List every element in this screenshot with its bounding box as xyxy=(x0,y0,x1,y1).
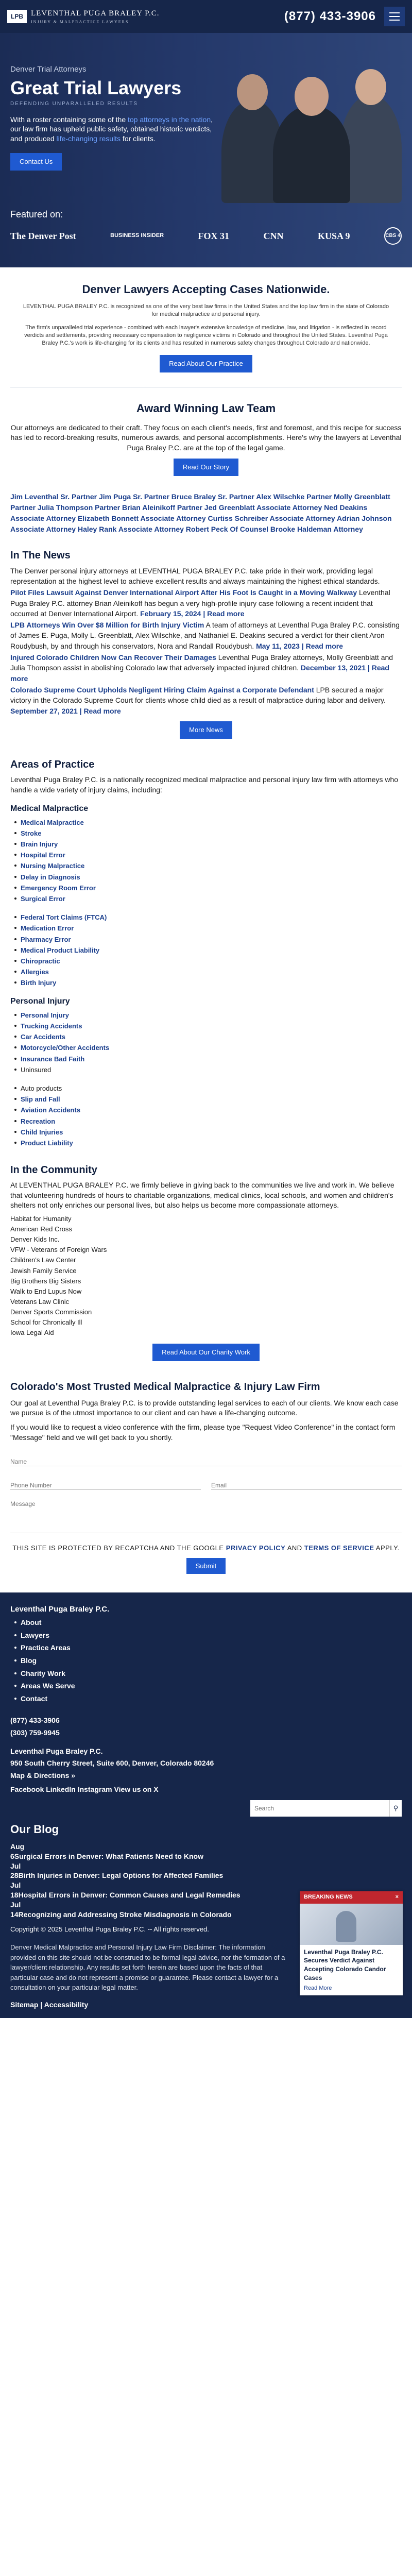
team-list[interactable]: Jim Leventhal Sr. Partner Jim Puga Sr. Partner Bruce Braley Sr. Partner Alex Wilschke Partner Molly Greenblatt Partner Julia Thompson Partner Brian Aleinikoff Partner Jed Greenblatt Associate Attorney Ned Deakins Associate Attorney Elizabeth Bonnett Associate Attorney Curtiss Schreiber Associate Attorney Adrian Johnson Associate Attorney Haley Rank Associate Attorney Robert Peck Of Counsel Brooke Haldeman Attorney xyxy=(10,492,392,533)
practice-title: Areas of Practice xyxy=(10,759,95,771)
fox31-logo: FOX 31 xyxy=(198,230,230,241)
submit-button[interactable]: Submit xyxy=(186,1558,226,1574)
footer-nav-blog[interactable]: Blog xyxy=(21,1656,402,1666)
recaptcha-notice: THIS SITE IS PROTECTED BY RECAPTCHA AND THE GOOGLE PRIVACY POLICY AND TERMS OF SERVICE APPLY. xyxy=(12,1544,400,1552)
site-footer xyxy=(0,1592,412,2018)
list-item[interactable]: Car Accidents xyxy=(21,1032,402,1042)
footer-nav-charity[interactable]: Charity Work xyxy=(21,1669,402,1679)
malpractice-heading: Medical Malpractice xyxy=(10,804,89,814)
denver-post-logo: The Denver Post xyxy=(10,230,76,241)
list-item: Walk to End Lupus Now xyxy=(10,1287,82,1295)
social-links[interactable]: Facebook LinkedIn Instagram View us on X xyxy=(10,1785,159,1794)
footer-phone-1[interactable]: (877) 433-3906 xyxy=(10,1716,60,1725)
list-item: Veterans Law Clinic xyxy=(10,1297,70,1306)
news-item[interactable]: Pilot Files Lawsuit Against Denver International Airport After His Foot Is Caught in a Moving Walkway Leventhal Puga Braley P.C. attorney Brian Aleinikoff has begun a very high-profile injury case following a recent incident that occurred at Denver International Airport. February 15, 2024 | Read more xyxy=(10,588,390,618)
list-item[interactable]: Recreation xyxy=(21,1117,402,1126)
footer-search-input[interactable] xyxy=(250,1800,389,1817)
footer-firm-name: Leventhal Puga Braley P.C. xyxy=(10,1605,110,1614)
charity-list xyxy=(10,1214,402,1338)
phone-field[interactable] xyxy=(10,1472,201,1490)
list-item: School for Chronically Ill xyxy=(10,1318,82,1327)
list-item[interactable]: Child Injuries xyxy=(21,1128,402,1137)
list-item: Uninsured xyxy=(21,1065,402,1075)
close-icon[interactable]: × xyxy=(395,1894,399,1901)
footer-nav xyxy=(10,1618,402,1704)
list-item: Jewish Family Service xyxy=(10,1266,77,1275)
footer-address: 950 South Cherry Street, Suite 600, Denver, Colorado 80246 xyxy=(10,1759,214,1768)
map-directions-link[interactable]: Map & Directions » xyxy=(10,1771,76,1780)
accepting-paragraph-1: LEVENTHAL PUGA BRALEY P.C. is recognized as one of the very best law firms in the United States and the top law firm in the state of Colorado for medical malpractice and personal injury. xyxy=(23,303,389,318)
breaking-label: BREAKING NEWS xyxy=(304,1894,353,1901)
contact-text-1: Our goal at Leventhal Puga Braley P.C. is to provide outstanding legal services to each of our clients. We know each case we pursue is of the utmost importance to our client and can have a life-changing outcome. xyxy=(10,1398,399,1417)
logo-mark: LPB xyxy=(7,10,27,23)
hero-kicker: Denver Trial Attorneys xyxy=(10,65,87,74)
contact-text-2: If you would like to request a video conference with the firm, please type "Request Video Conference" in the contact form "Message" field and we will get back to you shortly. xyxy=(10,1422,396,1442)
award-title: Award Winning Law Team xyxy=(136,401,276,415)
community-title: In the Community xyxy=(10,1164,97,1176)
list-item[interactable]: Medical Malpractice xyxy=(21,818,402,827)
list-item: American Red Cross xyxy=(10,1225,72,1233)
copyright: Copyright © 2025 Leventhal Puga Braley P.C. -- All rights reserved. xyxy=(10,1925,209,1933)
list-item: Auto products xyxy=(21,1084,402,1093)
life-changing-results-link[interactable]: life-changing results xyxy=(56,134,121,143)
contact-title: Colorado's Most Trusted Medical Malpractice & Injury Law Firm xyxy=(10,1381,320,1393)
blog-item[interactable]: Jul 18Hospital Errors in Denver: Common Causes and Legal Remedies xyxy=(10,1881,241,1900)
logo-tagline: INJURY & MALPRACTICE LAWYERS xyxy=(31,19,129,24)
news-title: In The News xyxy=(10,549,71,561)
blog-title: Our Blog xyxy=(10,1823,59,1836)
contact-us-button[interactable]: Contact Us xyxy=(10,153,62,171)
name-field[interactable] xyxy=(10,1449,402,1466)
blog-item[interactable]: Jul 14Recognizing and Addressing Stroke Misdiagnosis in Colorado xyxy=(10,1901,232,1919)
list-item[interactable]: Federal Tort Claims (FTCA) xyxy=(21,913,402,922)
malpractice-list xyxy=(10,818,402,904)
list-item[interactable]: Hospital Error xyxy=(21,851,402,860)
community-section xyxy=(0,1155,412,1371)
header-phone-link[interactable]: (877) 433-3906 xyxy=(284,9,376,24)
list-item: Iowa Legal Aid xyxy=(10,1329,54,1337)
list-item: Denver Sports Commission xyxy=(10,1308,92,1316)
list-item[interactable]: Delay in Diagnosis xyxy=(21,873,402,882)
list-item[interactable]: Insurance Bad Faith xyxy=(21,1055,402,1064)
sitemap-accessibility-links[interactable]: Sitemap | Accessibility xyxy=(10,2000,89,2009)
community-text: At LEVENTHAL PUGA BRALEY P.C. we firmly believe in giving back to the communities we live and work in. We believe that volunteering hundreds of hours to charitable organizations, medical clinics, local schools, and women and children's shelters not only enriches our personal lives, but also helps us become more compassionate attorneys. xyxy=(10,1181,394,1210)
list-item[interactable]: Medication Error xyxy=(21,924,402,933)
email-field[interactable] xyxy=(211,1472,402,1490)
logo-name: LEVENTHAL PUGA BRALEY xyxy=(31,9,143,18)
menu-icon[interactable] xyxy=(384,7,405,26)
read-about-practice-button[interactable]: Read About Our Practice xyxy=(160,355,252,372)
hero-title: Great Trial Lawyers xyxy=(10,77,182,98)
personal-injury-heading: Personal Injury xyxy=(10,997,70,1006)
footer-nav-lawyers[interactable]: Lawyers xyxy=(21,1631,402,1641)
list-item[interactable]: Aviation Accidents xyxy=(21,1106,402,1115)
top-attorneys-link[interactable]: top attorneys in the nation xyxy=(128,115,211,124)
practice-section xyxy=(0,749,412,1155)
hero-section xyxy=(0,33,412,267)
search-icon[interactable]: ⚲ xyxy=(389,1800,402,1817)
list-item[interactable]: Emergency Room Error xyxy=(21,884,402,893)
accepting-paragraph-2: The firm's unparalleled trial experience - combined with each lawyer's extensive knowledge of medicine, law, and litigation - is reflected in record verdicts and settlements, providing necessary compensation to negligence victims in Colorado and throughout the United States. Leventhal Puga Braley P.C.'s work is life-changing for its clients and has resulted in numerous safety changes throughout Colorado and nationwide. xyxy=(24,324,388,347)
featured-label: Featured on: xyxy=(10,209,63,219)
list-item[interactable]: Chiropractic xyxy=(21,957,402,966)
list-item[interactable]: Motorcycle/Other Accidents xyxy=(21,1043,402,1053)
news-item[interactable]: Injured Colorado Children Now Can Recover Their Damages Leventhal Puga Braley attorneys, Molly Greenblatt and Julia Thompson assist in abolishing Colorado law that adversely impacted injured children. December 13, 2021 | Read more xyxy=(10,653,393,683)
news-section xyxy=(0,540,412,749)
list-item[interactable]: Trucking Accidents xyxy=(21,1022,402,1031)
footer-phone-2[interactable]: (303) 759-9945 xyxy=(10,1728,60,1737)
list-item[interactable]: Slip and Fall xyxy=(21,1095,402,1104)
charity-work-button[interactable]: Read About Our Charity Work xyxy=(152,1344,260,1361)
terms-link[interactable]: TERMS OF SERVICE xyxy=(304,1544,374,1552)
lawyers-photo xyxy=(211,69,407,203)
logo-suffix: P.C. xyxy=(145,9,160,18)
site-logo[interactable] xyxy=(7,8,159,25)
featured-on xyxy=(10,208,402,245)
list-item[interactable]: Stroke xyxy=(21,829,402,838)
news-item[interactable]: LPB Attorneys Win Over $8 Million for Birth Injury Victim A team of attorneys at Leventhal Puga Braley P.C. consisting of James E. Puga, Molly L. Greenblatt, Alex Wilschke, and Nathaniel E. Deakins secured a verdict for their client Aron Roudybush, by and through his conservators, Nora and Randall Roudybush. May 11, 2023 | Read more xyxy=(10,621,400,650)
message-field[interactable] xyxy=(10,1497,402,1533)
breaking-title: Leventhal Puga Braley P.C. Secures Verdict Against Accepting Colorado Candor Cases xyxy=(304,1948,386,1982)
blog-item[interactable]: Jul 28Birth Injuries in Denver: Legal Options for Affected Families xyxy=(10,1861,224,1880)
list-item: Habitat for Humanity xyxy=(10,1214,72,1223)
malpractice-list-2 xyxy=(10,913,402,988)
more-news-button[interactable]: More News xyxy=(180,721,232,739)
award-section xyxy=(0,387,412,486)
news-item[interactable]: Colorado Supreme Court Upholds Negligent Hiring Claim Against a Corporate Defendant LPB secured a major victory in the Colorado Supreme Court for clients whose child died as a result of malpractice during labor and delivery. September 27, 2021 | Read more xyxy=(10,685,386,715)
list-item[interactable]: Birth Injury xyxy=(21,978,402,988)
list-item[interactable]: Medical Product Liability xyxy=(21,946,402,955)
list-item[interactable]: Surgical Error xyxy=(21,894,402,904)
news-intro: The Denver personal injury attorneys at LEVENTHAL PUGA BRALEY P.C. take pride in their work, providing legal representation at the highest level to achieve excellent results and always maintaining the highest ethical standards. xyxy=(10,566,380,585)
hero-subtitle: DEFENDING UNPARALLELED RESULTS xyxy=(10,100,139,107)
list-item[interactable]: Allergies xyxy=(21,968,402,977)
award-text: Our attorneys are dedicated to their craft. They focus on each client's needs, first and foremost, and this recipe for success has led to record-breaking results, numerous awards, and personal accomplishments. Here's why the lawyers at Leventhal Puga Braley P.C. are at the top of the legal game. xyxy=(10,423,402,452)
list-item: VFW - Veterans of Foreign Wars xyxy=(10,1246,107,1254)
hero-text: With a roster containing some of the top attorneys in the nation, our law firm has upheld public safety, obtained historic verdicts, and produced life-changing results for clients. xyxy=(10,115,213,143)
accepting-title: Denver Lawyers Accepting Cases Nationwide. xyxy=(82,283,330,296)
read-our-story-button[interactable]: Read Our Story xyxy=(174,459,238,476)
breaking-news-popup[interactable] xyxy=(300,1891,403,1995)
accepting-cases-section xyxy=(0,267,412,387)
injury-list-2 xyxy=(10,1084,402,1148)
blog-item[interactable]: Aug 6Surgical Errors in Denver: What Patients Need to Know xyxy=(10,1842,203,1860)
list-item[interactable]: Nursing Malpractice xyxy=(21,861,402,871)
privacy-policy-link[interactable]: PRIVACY POLICY xyxy=(226,1544,286,1552)
cbs4-logo: CBS 4 xyxy=(384,227,402,245)
list-item[interactable]: Brain Injury xyxy=(21,840,402,849)
footer-nav-about[interactable]: About xyxy=(21,1618,402,1628)
footer-firm-name-2: Leventhal Puga Braley P.C. xyxy=(10,1747,103,1755)
practice-intro: Leventhal Puga Braley P.C. is a nationally recognized medical malpractice and personal injury law firm with attorneys who handle a wide variety of injury claims, including: xyxy=(10,775,399,794)
list-item[interactable]: Pharmacy Error xyxy=(21,935,402,944)
breaking-read-more-link[interactable]: Read More xyxy=(304,1985,332,1991)
list-item: Denver Kids Inc. xyxy=(10,1235,60,1244)
cnn-logo: CNN xyxy=(263,230,284,241)
footer-nav-contact[interactable]: Contact xyxy=(21,1694,402,1704)
injury-list xyxy=(10,1011,402,1075)
breaking-news-image xyxy=(300,1904,403,1945)
list-item: Big Brothers Big Sisters xyxy=(10,1277,81,1285)
business-insider-logo: BUSINESS INSIDER xyxy=(110,232,164,239)
footer-nav-practice-areas[interactable]: Practice Areas xyxy=(21,1643,402,1653)
site-header xyxy=(0,0,412,33)
kusa-logo: KUSA 9 xyxy=(317,230,350,241)
list-item[interactable]: Personal Injury xyxy=(21,1011,402,1020)
contact-section xyxy=(0,1371,412,1585)
list-item[interactable]: Product Liability xyxy=(21,1139,402,1148)
footer-nav-areas[interactable]: Areas We Serve xyxy=(21,1681,402,1691)
list-item: Children's Law Center xyxy=(10,1256,76,1264)
disclaimer: Denver Medical Malpractice and Personal Injury Law Firm Disclaimer: The information provided on this site should not be construed to be formal legal advice, nor the formation of a lawyer/client relationship. Any results set forth herein are based upon the facts of that particular case and do not represent a promise or guarantee. Please contact a lawyer for a consultation on your particular legal matter. xyxy=(10,1943,285,1992)
